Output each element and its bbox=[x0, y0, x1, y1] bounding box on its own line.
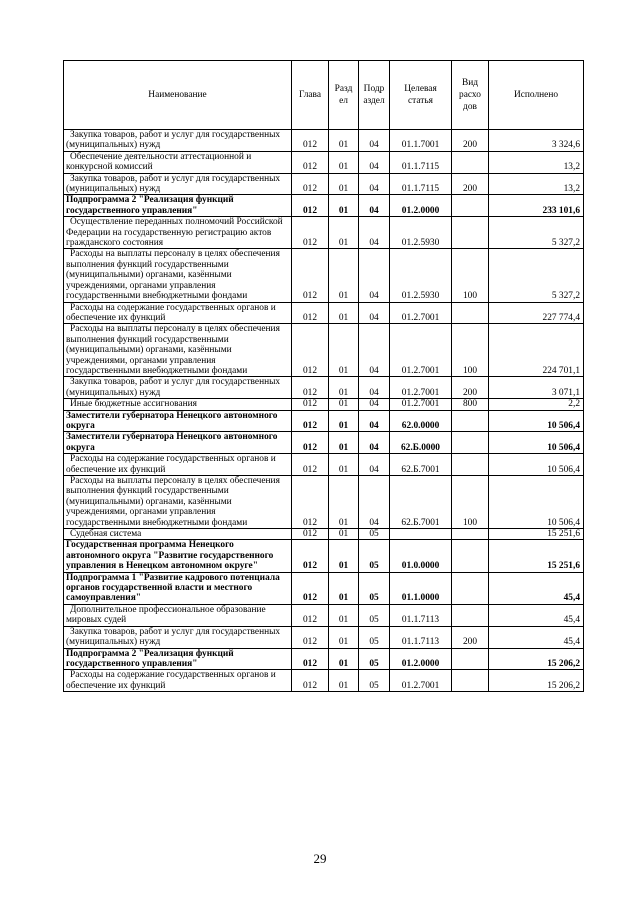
cell-glava: 012 bbox=[292, 572, 329, 604]
cell-ispolneno: 15 206,2 bbox=[489, 648, 584, 670]
cell-celevaya: 01.2.5930 bbox=[390, 249, 452, 302]
cell-podrazdel: 04 bbox=[359, 476, 390, 529]
cell-podrazdel: 05 bbox=[359, 604, 390, 626]
cell-name: Обеспечение деятельности аттестационной и конкурсной комиссий bbox=[64, 151, 292, 173]
cell-glava: 012 bbox=[292, 324, 329, 377]
cell-glava: 012 bbox=[292, 195, 329, 217]
cell-razdel: 01 bbox=[329, 572, 359, 604]
table-row bbox=[64, 173, 584, 195]
cell-vid bbox=[452, 604, 489, 626]
cell-vid bbox=[452, 432, 489, 454]
cell-name: Подпрограмма 2 "Реализация функций государственного управления" bbox=[64, 195, 292, 217]
cell-podrazdel: 04 bbox=[359, 130, 390, 152]
cell-vid bbox=[452, 151, 489, 173]
cell-vid bbox=[452, 648, 489, 670]
cell-ispolneno: 45,4 bbox=[489, 572, 584, 604]
cell-glava: 012 bbox=[292, 151, 329, 173]
cell-celevaya: 01.0.0000 bbox=[390, 540, 452, 572]
cell-ispolneno: 3 324,6 bbox=[489, 130, 584, 152]
cell-celevaya: 01.1.0000 bbox=[390, 572, 452, 604]
cell-name: Судебная система bbox=[64, 529, 292, 540]
table-row bbox=[64, 410, 584, 432]
cell-podrazdel: 04 bbox=[359, 377, 390, 399]
cell-name: Закупка товаров, работ и услуг для государственных (муниципальных) нужд bbox=[64, 626, 292, 648]
budget-table bbox=[63, 60, 584, 692]
table-body bbox=[64, 130, 584, 692]
cell-razdel: 01 bbox=[329, 302, 359, 324]
cell-name: Закупка товаров, работ и услуг для государственных (муниципальных) нужд bbox=[64, 377, 292, 399]
cell-podrazdel: 04 bbox=[359, 217, 390, 249]
header-ispolneno: Исполнено bbox=[489, 61, 584, 130]
table-row bbox=[64, 529, 584, 540]
cell-razdel: 01 bbox=[329, 670, 359, 692]
cell-ispolneno: 10 506,4 bbox=[489, 410, 584, 432]
cell-vid: 100 bbox=[452, 249, 489, 302]
cell-razdel: 01 bbox=[329, 377, 359, 399]
table-row bbox=[64, 130, 584, 152]
cell-celevaya: 01.1.7001 bbox=[390, 130, 452, 152]
cell-ispolneno: 2,2 bbox=[489, 399, 584, 410]
cell-name: Государственная программа Ненецкого автономного округа "Развитие государственного управления в Ненецком автономном округе" bbox=[64, 540, 292, 572]
cell-ispolneno: 15 251,6 bbox=[489, 529, 584, 540]
table-row bbox=[64, 217, 584, 249]
cell-glava: 012 bbox=[292, 399, 329, 410]
cell-glava: 012 bbox=[292, 626, 329, 648]
cell-razdel: 01 bbox=[329, 476, 359, 529]
cell-glava: 012 bbox=[292, 604, 329, 626]
cell-razdel: 01 bbox=[329, 324, 359, 377]
cell-name: Закупка товаров, работ и услуг для государственных (муниципальных) нужд bbox=[64, 173, 292, 195]
header-glava: Глава bbox=[292, 61, 329, 130]
cell-razdel: 01 bbox=[329, 648, 359, 670]
cell-ispolneno: 15 251,6 bbox=[489, 540, 584, 572]
header-celevaya: Целевая статья bbox=[390, 61, 452, 130]
cell-name: Подпрограмма 1 "Развитие кадрового потенциала органов государственной власти и местного самоуправления" bbox=[64, 572, 292, 604]
table-row bbox=[64, 195, 584, 217]
cell-name: Дополнительное профессиональное образование мировых судей bbox=[64, 604, 292, 626]
cell-glava: 012 bbox=[292, 173, 329, 195]
cell-ispolneno: 45,4 bbox=[489, 626, 584, 648]
cell-celevaya: 01.1.7113 bbox=[390, 626, 452, 648]
cell-vid bbox=[452, 540, 489, 572]
cell-vid bbox=[452, 195, 489, 217]
cell-podrazdel: 05 bbox=[359, 626, 390, 648]
table-row bbox=[64, 249, 584, 302]
cell-ispolneno: 13,2 bbox=[489, 173, 584, 195]
cell-vid: 200 bbox=[452, 130, 489, 152]
cell-ispolneno: 13,2 bbox=[489, 151, 584, 173]
table-row bbox=[64, 476, 584, 529]
cell-vid bbox=[452, 302, 489, 324]
table-row bbox=[64, 626, 584, 648]
cell-ispolneno: 10 506,4 bbox=[489, 454, 584, 476]
cell-razdel: 01 bbox=[329, 454, 359, 476]
cell-name: Расходы на выплаты персоналу в целях обеспечения выполнения функций государственными (муниципальными) органами, казёнными учреждениями, органами управления государственными внебюджетными фондами bbox=[64, 324, 292, 377]
cell-podrazdel: 04 bbox=[359, 173, 390, 195]
cell-glava: 012 bbox=[292, 540, 329, 572]
cell-ispolneno: 45,4 bbox=[489, 604, 584, 626]
cell-vid: 200 bbox=[452, 377, 489, 399]
cell-ispolneno: 224 701,1 bbox=[489, 324, 584, 377]
table-row bbox=[64, 302, 584, 324]
cell-razdel: 01 bbox=[329, 195, 359, 217]
table-header-row bbox=[64, 61, 584, 130]
table-row bbox=[64, 604, 584, 626]
cell-razdel: 01 bbox=[329, 432, 359, 454]
cell-podrazdel: 04 bbox=[359, 302, 390, 324]
cell-podrazdel: 04 bbox=[359, 151, 390, 173]
cell-celevaya: 62.0.0000 bbox=[390, 410, 452, 432]
cell-razdel: 01 bbox=[329, 626, 359, 648]
table-row bbox=[64, 377, 584, 399]
page-number: 29 bbox=[313, 851, 327, 866]
cell-podrazdel: 04 bbox=[359, 454, 390, 476]
cell-podrazdel: 04 bbox=[359, 410, 390, 432]
table-row bbox=[64, 151, 584, 173]
cell-celevaya: 01.2.0000 bbox=[390, 648, 452, 670]
cell-glava: 012 bbox=[292, 670, 329, 692]
cell-name: Расходы на содержание государственных органов и обеспечение их функций bbox=[64, 454, 292, 476]
cell-glava: 012 bbox=[292, 432, 329, 454]
cell-celevaya: 01.2.5930 bbox=[390, 217, 452, 249]
cell-vid bbox=[452, 670, 489, 692]
cell-celevaya: 01.2.7001 bbox=[390, 324, 452, 377]
cell-name: Расходы на содержание государственных органов и обеспечение их функций bbox=[64, 670, 292, 692]
cell-vid bbox=[452, 454, 489, 476]
cell-glava: 012 bbox=[292, 529, 329, 540]
cell-name: Иные бюджетные ассигнования bbox=[64, 399, 292, 410]
cell-vid bbox=[452, 529, 489, 540]
cell-glava: 012 bbox=[292, 454, 329, 476]
cell-name: Заместители губернатора Ненецкого автономного округа bbox=[64, 410, 292, 432]
cell-razdel: 01 bbox=[329, 540, 359, 572]
cell-podrazdel: 04 bbox=[359, 195, 390, 217]
header-name: Наименование bbox=[64, 61, 292, 130]
cell-celevaya bbox=[390, 529, 452, 540]
cell-razdel: 01 bbox=[329, 217, 359, 249]
cell-name: Подпрограмма 2 "Реализация функций государственного управления" bbox=[64, 648, 292, 670]
cell-podrazdel: 04 bbox=[359, 249, 390, 302]
cell-vid: 800 bbox=[452, 399, 489, 410]
cell-vid bbox=[452, 410, 489, 432]
cell-glava: 012 bbox=[292, 410, 329, 432]
cell-glava: 012 bbox=[292, 217, 329, 249]
cell-ispolneno: 233 101,6 bbox=[489, 195, 584, 217]
header-razdel: Разд ел bbox=[329, 61, 359, 130]
cell-celevaya: 01.2.7001 bbox=[390, 302, 452, 324]
header-vid: Вид расхо дов bbox=[452, 61, 489, 130]
cell-name: Осуществление переданных полномочий Российской Федерации на государственную регистрацию актов гражданского состояния bbox=[64, 217, 292, 249]
cell-ispolneno: 5 327,2 bbox=[489, 249, 584, 302]
cell-ispolneno: 227 774,4 bbox=[489, 302, 584, 324]
cell-podrazdel: 04 bbox=[359, 324, 390, 377]
cell-podrazdel: 05 bbox=[359, 648, 390, 670]
cell-ispolneno: 15 206,2 bbox=[489, 670, 584, 692]
cell-podrazdel: 04 bbox=[359, 399, 390, 410]
cell-razdel: 01 bbox=[329, 410, 359, 432]
table-row bbox=[64, 572, 584, 604]
cell-vid bbox=[452, 217, 489, 249]
cell-celevaya: 01.2.0000 bbox=[390, 195, 452, 217]
cell-razdel: 01 bbox=[329, 399, 359, 410]
cell-razdel: 01 bbox=[329, 604, 359, 626]
cell-vid: 200 bbox=[452, 173, 489, 195]
cell-ispolneno: 10 506,4 bbox=[489, 476, 584, 529]
cell-glava: 012 bbox=[292, 302, 329, 324]
cell-glava: 012 bbox=[292, 648, 329, 670]
cell-podrazdel: 05 bbox=[359, 572, 390, 604]
cell-glava: 012 bbox=[292, 130, 329, 152]
cell-vid: 100 bbox=[452, 324, 489, 377]
cell-podrazdel: 05 bbox=[359, 670, 390, 692]
header-podrazdel: Подр аздел bbox=[359, 61, 390, 130]
cell-celevaya: 01.1.7115 bbox=[390, 151, 452, 173]
cell-celevaya: 01.1.7115 bbox=[390, 173, 452, 195]
cell-razdel: 01 bbox=[329, 173, 359, 195]
cell-podrazdel: 04 bbox=[359, 432, 390, 454]
cell-vid: 200 bbox=[452, 626, 489, 648]
budget-table-container bbox=[63, 60, 583, 692]
cell-celevaya: 62.Б.7001 bbox=[390, 454, 452, 476]
table-row bbox=[64, 670, 584, 692]
cell-razdel: 01 bbox=[329, 151, 359, 173]
cell-celevaya: 01.2.7001 bbox=[390, 377, 452, 399]
table-row bbox=[64, 432, 584, 454]
table-row bbox=[64, 540, 584, 572]
cell-vid: 100 bbox=[452, 476, 489, 529]
cell-celevaya: 01.2.7001 bbox=[390, 399, 452, 410]
cell-name: Заместители губернатора Ненецкого автономного округа bbox=[64, 432, 292, 454]
cell-name: Расходы на выплаты персоналу в целях обеспечения выполнения функций государственными (муниципальными) органами, казёнными учреждениями, органами управления государственными внебюджетными фондами bbox=[64, 249, 292, 302]
cell-podrazdel: 05 bbox=[359, 540, 390, 572]
cell-razdel: 01 bbox=[329, 130, 359, 152]
cell-razdel: 01 bbox=[329, 249, 359, 302]
cell-vid bbox=[452, 572, 489, 604]
cell-ispolneno: 10 506,4 bbox=[489, 432, 584, 454]
cell-celevaya: 62.Б.0000 bbox=[390, 432, 452, 454]
cell-podrazdel: 05 bbox=[359, 529, 390, 540]
cell-name: Закупка товаров, работ и услуг для государственных (муниципальных) нужд bbox=[64, 130, 292, 152]
cell-celevaya: 62.Б.7001 bbox=[390, 476, 452, 529]
table-row bbox=[64, 454, 584, 476]
cell-ispolneno: 3 071,1 bbox=[489, 377, 584, 399]
table-row bbox=[64, 648, 584, 670]
cell-razdel: 01 bbox=[329, 529, 359, 540]
cell-name: Расходы на содержание государственных органов и обеспечение их функций bbox=[64, 302, 292, 324]
cell-ispolneno: 5 327,2 bbox=[489, 217, 584, 249]
cell-glava: 012 bbox=[292, 249, 329, 302]
cell-glava: 012 bbox=[292, 476, 329, 529]
cell-name: Расходы на выплаты персоналу в целях обеспечения выполнения функций государственными (муниципальными) органами, казёнными учреждениями, органами управления государственными внебюджетными фондами bbox=[64, 476, 292, 529]
table-row bbox=[64, 399, 584, 410]
cell-glava: 012 bbox=[292, 377, 329, 399]
table-row bbox=[64, 324, 584, 377]
cell-celevaya: 01.1.7113 bbox=[390, 604, 452, 626]
cell-celevaya: 01.2.7001 bbox=[390, 670, 452, 692]
